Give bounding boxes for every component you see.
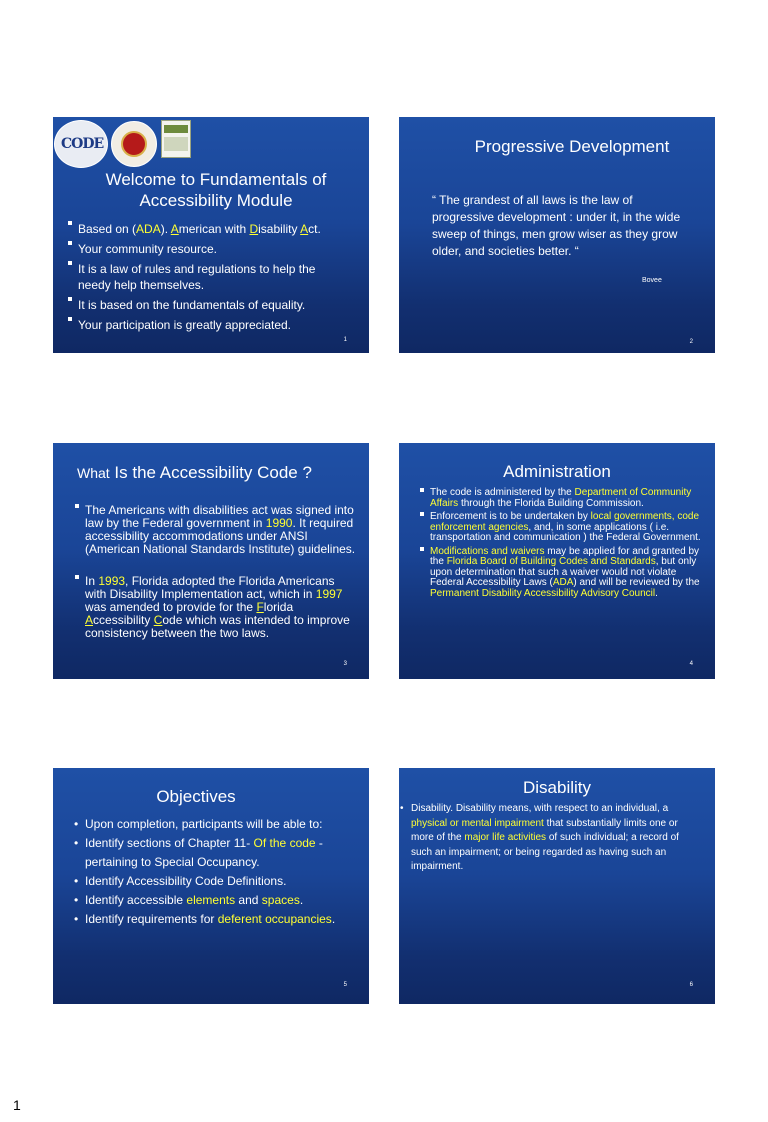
bullet-list [418,488,703,599]
title-main: Is the Accessibility Code ? [114,463,312,482]
seal-logo-icon [111,121,157,167]
bullet-list [73,504,357,640]
page-number: 1 [13,1097,21,1113]
bullet-list [399,802,693,875]
logos [53,117,193,167]
list-item: The code is administered by the Department of Community Affairs through the Florida Building Commission. [418,488,703,509]
list-item: It is a law of rules and regulations to help the needy help themselves. [66,261,349,293]
slide-2 [399,117,715,353]
slide-4 [399,443,715,679]
slide-number: 2 [689,339,693,345]
list-item: • Disability. Disability means, with respect to an individual, a physical or mental impairment that substantially limits one or more of the major life activities of such individual; a record of such an impairment; or being regarded as having such an impairment. [399,802,693,875]
slide-number: 3 [343,661,347,667]
slide-title: Disability [522,778,592,797]
slide-6 [399,768,715,1004]
title-prefix: What [77,465,110,481]
list-item: In 1993, Florida adopted the Florida Americans with Disability Implementation act, which in 1997 was amended to provide for the Florida Accessibility Code which was intended to improve consistency between the two laws. [73,575,357,640]
list-item: The Americans with disabilities act was signed into law by the Federal government in 1990. It required accessibility accommodations under ANSI (American National Standards Institute) guidelines. [73,504,357,556]
list-item: • Upon completion, participants will be able to: [73,815,345,834]
slide-title: Progressive Development [474,137,670,156]
slide-title: Administration [503,462,611,481]
list-item: • Identify requirements for deferent occupancies. [73,910,345,929]
list-item: Modifications and waivers may be applied for and granted by the Florida Board of Building Codes and Standards, but only upon determination that such a waiver would not violate Federal Accessibility Laws (ADA) and will be reviewed by the Permanent Disability Accessibility Advisory Council. [418,547,703,600]
quote-author: Bovee [642,277,662,284]
list-item: Enforcement is to be undertaken by local governments, code enforcement agencies, and, in some applications ( i.e. transportation and communication ) the Federal Government. [418,512,703,544]
book-logo-icon [161,120,191,158]
quote-text: “ The grandest of all laws is the law of progressive development : under it, in the wide sweep of things, men grow wiser as they grow older, and societies better. “ [432,193,681,258]
bullet-list [73,815,345,929]
code-logo-icon [54,120,108,168]
list-item: Your community resource. [66,241,349,257]
list-item: • Identify sections of Chapter 11- Of the code - pertaining to Special Occupancy. [73,834,345,872]
bullet-list [66,221,349,333]
slide-number: 6 [689,982,693,988]
list-item: Your participation is greatly appreciated. [66,317,349,333]
list-item: Based on (ADA). American with Disability Act. [66,221,349,237]
slide-title: Objectives [156,787,236,806]
slide-3 [53,443,369,679]
slide-5 [53,768,369,1004]
slide-number: 5 [343,982,347,988]
list-item: • Identify Accessibility Code Definitions. [73,872,345,891]
slide-1 [53,117,369,353]
list-item: It is based on the fundamentals of equality. [66,297,349,313]
list-item: • Identify accessible elements and spaces. [73,891,345,910]
slide-title: Welcome to Fundamentals of Accessibility Module [105,170,327,210]
slide-number: 4 [689,661,693,667]
slide-number: 1 [343,337,347,343]
slide-title [77,463,312,483]
code-logo-text: CODE [61,136,104,152]
